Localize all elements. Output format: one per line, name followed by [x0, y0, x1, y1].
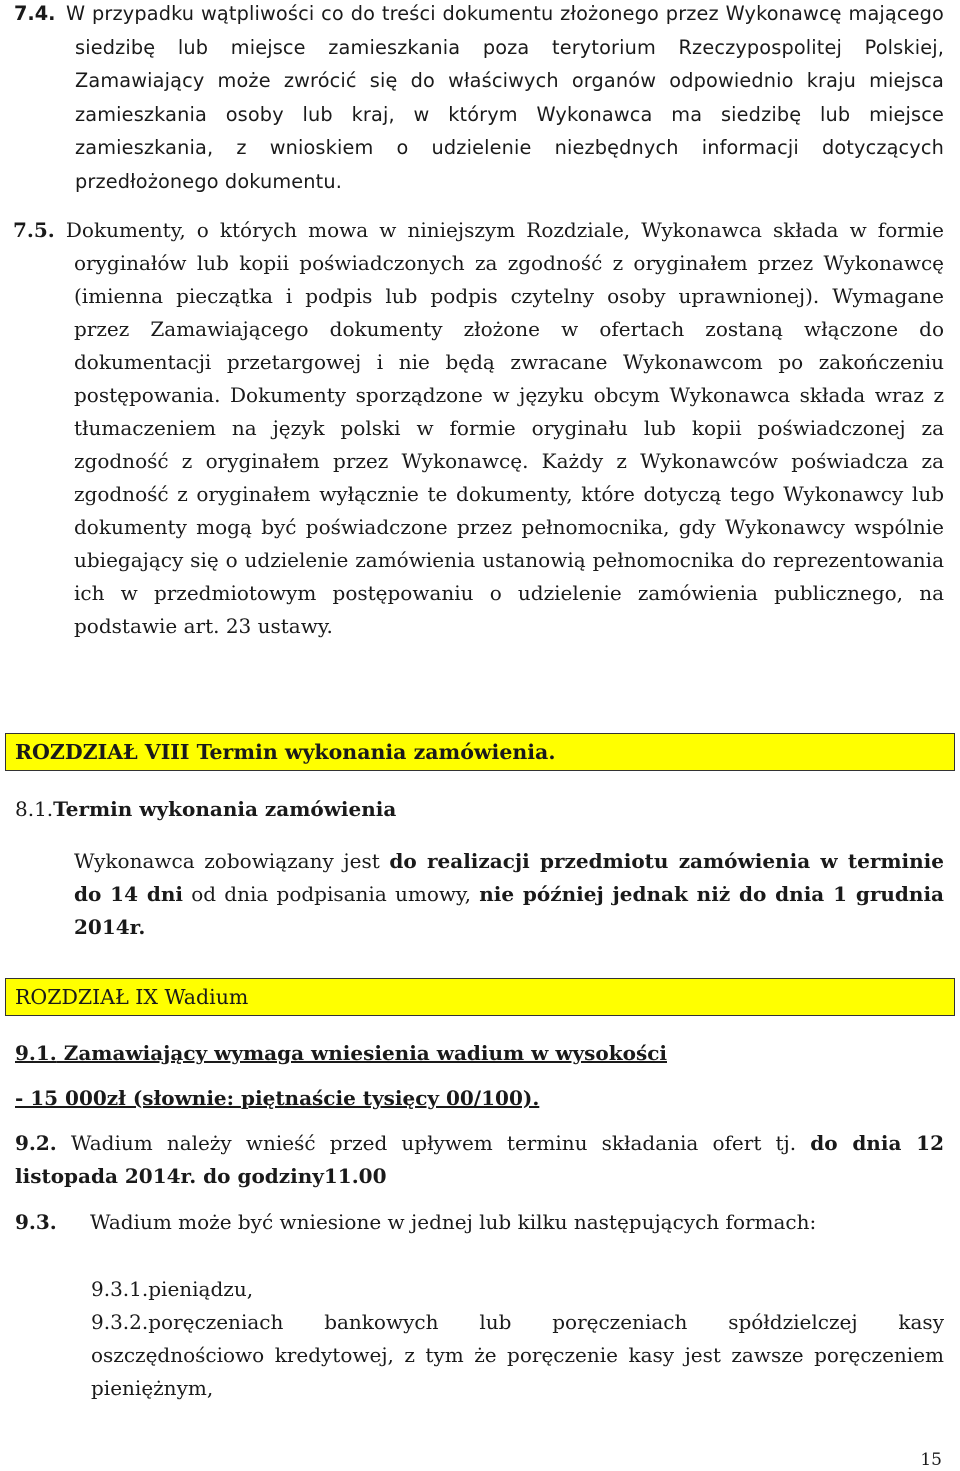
- page-number: 15: [920, 1450, 942, 1470]
- wadium-amount: - 15 000zł (słownie: piętnaście tysięcy 00/100).: [15, 1086, 540, 1110]
- section-7-4-text: W przypadku wątpliwości co do treści dokumentu złożonego przez Wykonawcę mającego siedzibę lub miejsce zamieszkania poza terytorium Rzeczypospolitej Polskiej, Zamawiający może zwrócić się do właściwych organów odpowiednio kraju miejsca zamieszkania osoby lub kraj, w którym Wykonawca ma siedzibę lub miejsce zamieszkania, z wnioskiem o udzielenie niezbędnych informacji dotyczących przedłożonego dokumentu.: [66, 2, 944, 193]
- section-9-2-number: 9.2.: [15, 1131, 57, 1155]
- section-9-1-number: 9.1.: [15, 1041, 57, 1065]
- section-9-1: [15, 1037, 667, 1070]
- chapter-8-heading: ROZDZIAŁ VIII Termin wykonania zamówienia.: [5, 733, 955, 771]
- section-7-5: [13, 214, 944, 643]
- section-9-3-text: Wadium może być wniesione w jednej lub kilku następujących formach:: [90, 1210, 817, 1234]
- deadline-text-a: Wykonawca zobowiązany jest: [74, 849, 390, 873]
- section-8-1: [15, 793, 396, 826]
- section-9-3-1: 9.3.1.pieniądzu,: [91, 1277, 254, 1301]
- deadline-text-b: do realizacji przedmiotu zamówienia w terminie do 14 dni: [74, 849, 944, 906]
- section-9-2-text: Wadium należy wnieść przed upływem terminu składania ofert tj.: [56, 1131, 811, 1155]
- delivery-deadline-paragraph: [74, 845, 944, 944]
- section-7-4-number: 7.4.: [14, 2, 56, 25]
- section-8-1-title: Termin wykonania zamówienia: [53, 797, 397, 821]
- section-9-3-2: 9.3.2.poręczeniach bankowych lub poręczeniach spółdzielczej kasy oszczędnościowo kredytowej, z tym że poręczenie kasy jest zawsze poręczeniem pieniężnym,: [91, 1310, 944, 1400]
- section-9-3: [15, 1206, 817, 1239]
- deadline-text-c: od dnia podpisania umowy,: [182, 882, 480, 906]
- section-8-1-number: 8.1.: [15, 797, 54, 821]
- deadline-text-d: nie później jednak niż do dnia 1 grudnia 2014r.: [74, 882, 944, 939]
- chapter-9-heading: ROZDZIAŁ IX Wadium: [5, 978, 955, 1016]
- section-9-1-text: Zamawiający wymaga wniesienia wadium w wysokości: [56, 1041, 667, 1065]
- section-9-2: [15, 1127, 944, 1193]
- section-7-5-text: Dokumenty, o których mowa w niniejszym Rozdziale, Wykonawca składa w formie oryginałów lub kopii poświadczonych za zgodność z oryginałem przez Wykonawcę (imienna pieczątka i podpis lub podpis czytelny osoby uprawnionej). Wymagane przez Zamawiającego dokumenty złożone w ofertach zostaną włączone do dokumentacji przetargowej i nie będą zwracane Wykonawcom po zakończeniu postępowania. Dokumenty sporządzone w języku obcym Wykonawca składa wraz z tłumaczeniem na język polski w formie oryginału lub kopii poświadczonej za zgodność z oryginałem przez Wykonawcę. Każdy z Wykonawców poświadcza za zgodność z oryginałem wyłącznie te dokumenty, które dotyczą tego Wykonawcy lub dokumenty mogą być poświadczone przez pełnomocnika, gdy Wykonawcy wspólnie ubiegający się o udzielenie zamówienia ustanowią pełnomocnika do reprezentowania ich w przedmiotowym postępowaniu o udzielenie zamówienia publicznego, na podstawie art. 23 ustawy.: [65, 218, 944, 638]
- section-9-2-deadline: do dnia 12 listopada 2014r. do godziny11.00: [15, 1131, 944, 1188]
- section-7-5-number: 7.5.: [13, 218, 55, 242]
- section-9-3-number: 9.3.: [15, 1210, 57, 1234]
